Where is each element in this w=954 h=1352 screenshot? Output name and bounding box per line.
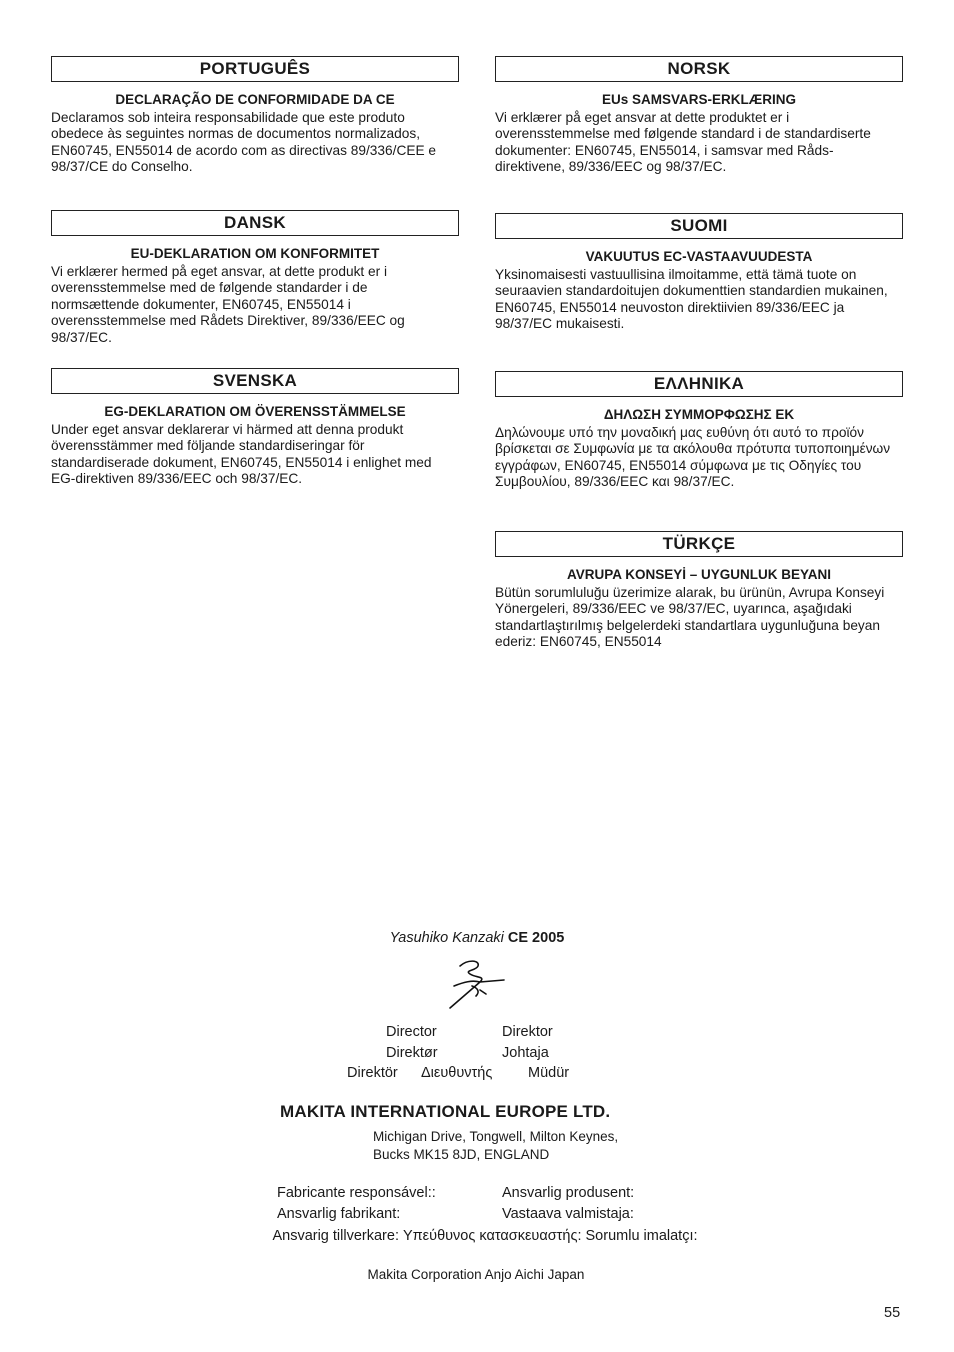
section-svenska <box>51 368 459 488</box>
label-fabricante: Fabricante responsável:: <box>277 1185 436 1201</box>
section-heading: DECLARAÇÃO DE CONFORMIDADE DA CE <box>115 92 395 107</box>
manufacturer-name: Makita Corporation Anjo Aichi Japan <box>367 1267 585 1282</box>
company-address-line2: Bucks MK15 8JD, ENGLAND <box>373 1147 550 1162</box>
section-norsk <box>495 56 903 176</box>
language-title: ΕΛΛΗΝΙΚΑ <box>495 371 903 397</box>
company-name: MAKITA INTERNATIONAL EUROPE LTD. <box>280 1102 611 1121</box>
section-body: Bütün sorumluluğu üzerimize alarak, bu ürünün, Avrupa Konseyi Yönergeleri, 89/336/EEC ve 98/37/EC, uyarınca, aşağıdaki standartlaştırılmış belgelerdeki standartlara uygunluğuna beyan ederiz: EN60745, EN55014 <box>495 585 885 650</box>
label-row3: Ansvarig tillverkare: Υπεύθυνος κατασκευαστής: Sorumlu imalatçı: <box>272 1228 698 1244</box>
section-portugues <box>51 56 459 176</box>
language-title: TÜRKÇE <box>495 531 903 557</box>
section-turkce <box>495 531 903 651</box>
section-heading: VAKUUTUS EC-VASTAAVUUDESTA <box>585 249 813 264</box>
section-heading: ΔΗΛΩΣΗ ΣΥΜΜΟΡΦΩΣΗΣ ΕΚ <box>603 407 795 422</box>
language-title: NORSK <box>495 56 903 82</box>
section-body: Vi erklærer hermed på eget ansvar, at dette produkt er i overensstemmelse med de følgende standarder i de normsættende dokumenter, EN60745, EN55014 i overensstemmelse med Rådets Direktiver, 89/336/EEC og 98/37/EC. <box>51 264 405 345</box>
title-direktor-no: Direktør <box>386 1045 438 1061</box>
section-heading: EG-DEKLARATION OM ÖVERENSSTÄMMELSE <box>104 404 406 419</box>
signature-image <box>440 956 520 1016</box>
section-body: Yksinomaisesti vastuullisina ilmoitamme, että tämä tuote on seuraavien standardoitujen dokumenttien standardien mukainen, EN60745, EN55014 neuvoston direktiivien 89/336/EEC ja 98/37/EC mukaisesti. <box>495 267 888 332</box>
label-ansvarlig-fabrikant: Ansvarlig fabrikant: <box>277 1206 401 1222</box>
section-suomi <box>495 213 903 333</box>
language-title: DANSK <box>51 210 459 236</box>
language-title: PORTUGUÊS <box>51 56 459 82</box>
signatory-line <box>0 928 954 948</box>
section-ellinika <box>495 371 903 491</box>
title-dieftyntis: Διευθυντής <box>421 1065 493 1081</box>
title-direktor: Direktor <box>502 1024 553 1040</box>
section-body: Δηλώνουμε υπό την μοναδική μας ευθύνη ότι αυτό το προϊόν βρίσκεται σε Συμφωνία με τα ακόλουθα πρότυπα τυποποιημένων εγγράφων, EN60745, EN55014 σύμφωνα με τις Οδηγίες του Συμβουλίου, 89/336/EEC και 98/37/EC. <box>495 425 891 490</box>
page-number: 55 <box>884 1305 901 1321</box>
title-johtaja: Johtaja <box>502 1045 549 1061</box>
section-body: Under eget ansvar deklarerar vi härmed att denna produkt överensstämmer med följande standardiseringar för standardiserade dokument, EN60745, EN55014 i enlighet med EG-direktiven 89/336/EEC och 98/37/EC. <box>51 422 432 487</box>
section-heading: AVRUPA KONSEYİ – UYGUNLUK BEYANI <box>566 567 832 582</box>
section-heading: EU-DEKLARATION OM KONFORMITET <box>130 246 380 261</box>
title-director: Director <box>386 1024 437 1040</box>
label-ansvarlig-produsent: Ansvarlig produsent: <box>502 1185 635 1201</box>
section-heading: EUs SAMSVARS-ERKLÆRING <box>601 92 797 107</box>
section-dansk <box>51 210 459 346</box>
title-direktor-sv: Direktör <box>347 1065 398 1081</box>
company-address-line1: Michigan Drive, Tongwell, Milton Keynes, <box>373 1129 619 1144</box>
section-body: Vi erklærer på eget ansvar at dette produktet er i overensstemmelse med følgende standard i de standardiserte dokumenter: EN60745, EN55014, i samsvar med Råds-direktivene, 89/336/EEC og 98/37/EC. <box>495 110 871 175</box>
section-body: Declaramos sob inteira responsabilidade que este produto obedece às seguintes normas de documentos normalizados, EN60745, EN55014 de acordo com as directivas 89/336/CEE e 98/37/CE do Conselho. <box>51 110 437 175</box>
language-title: SVENSKA <box>51 368 459 394</box>
label-vastaava-valmistaja: Vastaava valmistaja: <box>502 1206 634 1222</box>
ce-mark: CE 2005 <box>507 930 565 946</box>
language-title: SUOMI <box>495 213 903 239</box>
signatory-name: Yasuhiko Kanzaki <box>389 930 504 946</box>
title-mudur: Müdür <box>528 1065 570 1081</box>
